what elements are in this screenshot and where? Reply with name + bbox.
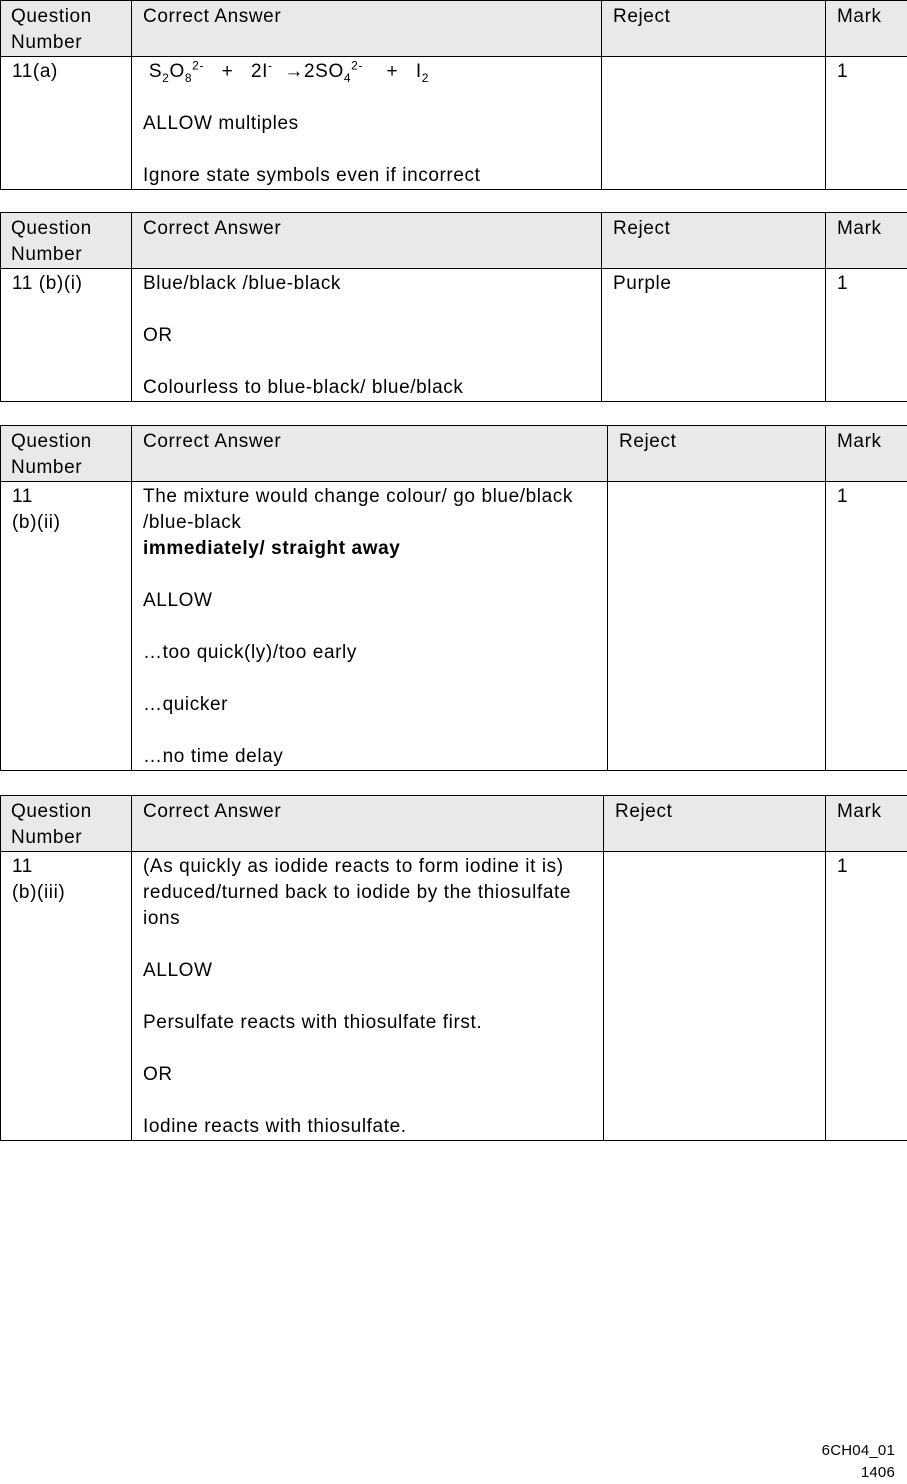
- answer-line: …too quick(ly)/too early: [143, 640, 597, 666]
- header-row: [1, 1, 907, 57]
- header-row: [1, 796, 907, 852]
- answer-line: …quicker: [143, 692, 597, 718]
- answer-emphasis: immediately/ straight away: [143, 536, 597, 562]
- header-question-number: Question Number: [1, 1, 132, 57]
- mark-cell: 1: [826, 269, 907, 402]
- header-reject: Reject: [604, 796, 826, 852]
- answer-row: [1, 57, 907, 190]
- answer-row: [1, 269, 907, 402]
- iodine-formula: $I_2$: [416, 61, 429, 82]
- answer-line: ALLOW: [143, 588, 597, 614]
- question-number: [1, 482, 132, 771]
- iodide-charge: -: [268, 59, 273, 73]
- header-correct-answer: Correct Answer: [132, 1, 602, 57]
- header-question-number: Question Number: [1, 213, 132, 269]
- mark-cell: 1: [826, 852, 907, 1141]
- answer-line: OR: [143, 323, 591, 349]
- reject-cell: [604, 852, 826, 1141]
- header-question-number: Question Number: [1, 426, 132, 482]
- question-number-line: (b)(ii): [12, 510, 121, 536]
- question-number: 11(a): [1, 57, 132, 190]
- ionic-equation: [143, 59, 591, 85]
- answer-line: OR: [143, 1062, 593, 1088]
- answer-line: Colourless to blue-black/ blue/black: [143, 375, 591, 401]
- answer-line: ALLOW: [143, 958, 593, 984]
- reaction-arrow: →: [284, 61, 304, 82]
- answer-main-text: (As quickly as iodide reacts to form iodine it is) reduced/turned back to iodide by the thiosulfate ions: [143, 854, 593, 932]
- correct-answer: [132, 57, 602, 190]
- reject-cell: [608, 482, 826, 771]
- iodide-formula: 2I: [251, 61, 268, 82]
- question-number: 11 (b)(i): [1, 269, 132, 402]
- answer-line: Iodine reacts with thiosulfate.: [143, 1114, 593, 1140]
- header-mark: Mark: [826, 796, 907, 852]
- mark-cell: 1: [826, 482, 907, 771]
- answer-line: Ignore state symbols even if incorrect: [143, 163, 591, 189]
- header-reject: Reject: [608, 426, 826, 482]
- correct-answer: [132, 482, 608, 771]
- question-number: [1, 852, 132, 1141]
- header-reject: Reject: [602, 213, 826, 269]
- answer-row: [1, 852, 907, 1141]
- answer-row: [1, 482, 907, 771]
- header-question-number: Question Number: [1, 796, 132, 852]
- mark-scheme-table-11bii: [0, 425, 907, 771]
- header-reject: Reject: [602, 1, 826, 57]
- answer-main-text: The mixture would change colour/ go blue/black /blue-black: [143, 484, 597, 536]
- header-correct-answer: Correct Answer: [132, 426, 608, 482]
- header-row: [1, 213, 907, 269]
- header-row: [1, 426, 907, 482]
- answer-line: …no time delay: [143, 744, 597, 770]
- sulfate-formula: $2SO_4$: [304, 61, 351, 82]
- answer-line: Persulfate reacts with thiosulfate first.: [143, 1010, 593, 1036]
- reject-cell: [602, 57, 826, 190]
- mark-scheme-table-11a: [0, 0, 907, 190]
- persulfate-charge: 2-: [192, 59, 204, 73]
- correct-answer: [132, 269, 602, 402]
- exam-session: 1406: [822, 1462, 895, 1484]
- sulfate-charge: 2-: [351, 59, 363, 73]
- answer-line: Blue/black /blue-black: [143, 271, 591, 297]
- reject-cell: Purple: [602, 269, 826, 402]
- header-mark: Mark: [826, 1, 907, 57]
- plus-sign: +: [222, 61, 234, 82]
- plus-sign: +: [387, 61, 399, 82]
- page-footer: [822, 1440, 895, 1484]
- header-correct-answer: Correct Answer: [132, 796, 604, 852]
- paper-code: 6CH04_01: [822, 1440, 895, 1462]
- header-correct-answer: Correct Answer: [132, 213, 602, 269]
- mark-scheme-table-11bi: [0, 212, 907, 402]
- correct-answer: [132, 852, 604, 1141]
- question-number-line: 11: [12, 484, 121, 510]
- header-mark: Mark: [826, 426, 907, 482]
- header-mark: Mark: [826, 213, 907, 269]
- mark-scheme-table-11biii: [0, 795, 907, 1141]
- persulfate-formula: $S_2O_8$: [149, 61, 192, 82]
- answer-line: ALLOW multiples: [143, 111, 591, 137]
- question-number-line: (b)(iii): [12, 880, 121, 906]
- mark-cell: 1: [826, 57, 907, 190]
- question-number-line: 11: [12, 854, 121, 880]
